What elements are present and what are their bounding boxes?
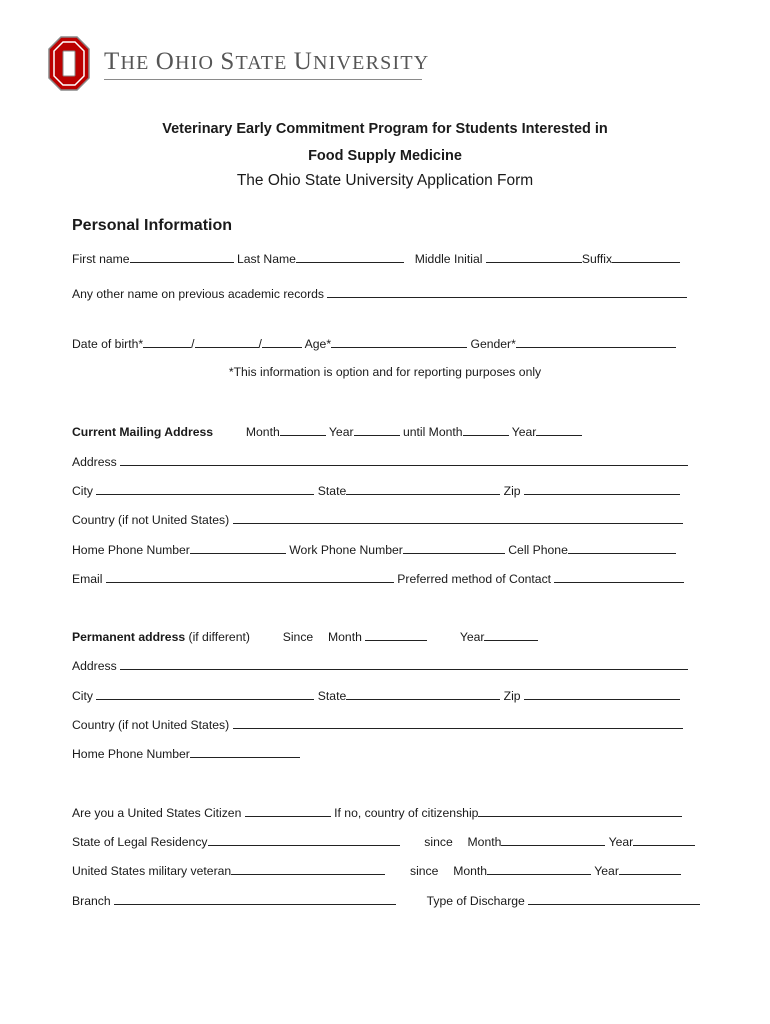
mailing-year-field[interactable] — [354, 423, 400, 436]
residency-row: State of Legal Residency since Month Year — [72, 833, 695, 850]
mailing-address-field[interactable] — [120, 453, 688, 466]
veteran-month-field[interactable] — [487, 862, 591, 875]
email-field[interactable] — [106, 570, 394, 583]
veteran-field[interactable] — [231, 862, 385, 875]
permanent-heading: Permanent address — [72, 630, 186, 644]
mailing-zip-field[interactable] — [524, 482, 680, 495]
permanent-year-field[interactable] — [484, 628, 538, 641]
header-rule — [104, 79, 422, 80]
other-name-row: Any other name on previous academic records — [72, 285, 687, 302]
permanent-zip-field[interactable] — [524, 687, 680, 700]
veteran-row: United States military veteran since Month Year — [72, 862, 681, 879]
citizen-row: Are you a United States Citizen If no, country of citizenship — [72, 804, 682, 821]
email-row: Email Preferred method of Contact — [72, 570, 684, 587]
mailing-country-field[interactable] — [233, 511, 683, 524]
preferred-contact-field[interactable] — [554, 570, 684, 583]
middle-initial-field[interactable] — [486, 250, 582, 263]
permanent-address-row: Address — [72, 657, 688, 674]
permanent-address-field[interactable] — [120, 657, 688, 670]
us-citizen-field[interactable] — [245, 804, 331, 817]
mailing-heading: Current Mailing Address — [72, 425, 214, 439]
permanent-heading-row: Permanent address (if different) Since Month Year — [72, 628, 538, 645]
permanent-city-row: City State Zip — [72, 687, 680, 704]
cell-phone-field[interactable] — [568, 541, 676, 554]
mailing-home-phone-field[interactable] — [190, 541, 286, 554]
permanent-country-row: Country (if not United States) — [72, 716, 683, 733]
mailing-city-row: City State Zip — [72, 482, 680, 499]
veteran-year-field[interactable] — [619, 862, 681, 875]
university-name: THE OHIO STATE UNIVERSITY — [104, 48, 430, 75]
gender-field[interactable] — [516, 335, 676, 348]
work-phone-field[interactable] — [403, 541, 505, 554]
other-name-field[interactable] — [327, 285, 687, 298]
suffix-field[interactable] — [612, 250, 680, 263]
residency-field[interactable] — [208, 833, 400, 846]
mailing-country-row: Country (if not United States) — [72, 511, 683, 528]
discharge-field[interactable] — [528, 892, 700, 905]
residency-month-field[interactable] — [501, 833, 605, 846]
form-subtitle: The Ohio State University Application Form — [236, 172, 534, 189]
name-row: First name Last Name Middle Initial Suffix — [72, 250, 680, 267]
block-o-logo-icon — [48, 36, 90, 91]
mailing-phone-row: Home Phone Number Work Phone Number Cell Phone — [72, 541, 676, 558]
mailing-until-month-field[interactable] — [463, 423, 509, 436]
dob-day-field[interactable] — [195, 335, 259, 348]
form-title-line2: Food Supply Medicine — [308, 148, 462, 164]
university-header — [48, 36, 430, 92]
branch-row: Branch Type of Discharge — [72, 892, 700, 909]
permanent-phone-row: Home Phone Number — [72, 745, 300, 762]
form-title-line1: Veterinary Early Commitment Program for Students Interested in — [162, 121, 608, 137]
mailing-city-field[interactable] — [96, 482, 314, 495]
mailing-address-row: Address — [72, 453, 688, 470]
dob-year-field[interactable] — [262, 335, 302, 348]
mailing-month-field[interactable] — [280, 423, 326, 436]
dob-month-field[interactable] — [143, 335, 191, 348]
reporting-note: *This information is option and for reporting purposes only — [228, 365, 542, 379]
permanent-home-phone-field[interactable] — [190, 745, 300, 758]
residency-year-field[interactable] — [633, 833, 695, 846]
permanent-country-field[interactable] — [233, 716, 683, 729]
permanent-city-field[interactable] — [96, 687, 314, 700]
dob-row: Date of birth* / / Age* Gender* — [72, 335, 676, 352]
mailing-until-year-field[interactable] — [536, 423, 582, 436]
permanent-state-field[interactable] — [346, 687, 500, 700]
permanent-month-field[interactable] — [365, 628, 427, 641]
first-name-field[interactable] — [130, 250, 234, 263]
mailing-state-field[interactable] — [346, 482, 500, 495]
mailing-heading-row: Current Mailing Address Month Year until Month Year — [72, 423, 582, 440]
age-field[interactable] — [331, 335, 467, 348]
last-name-field[interactable] — [296, 250, 404, 263]
branch-field[interactable] — [114, 892, 396, 905]
personal-info-heading: Personal Information — [72, 217, 233, 234]
country-of-citizenship-field[interactable] — [478, 804, 682, 817]
